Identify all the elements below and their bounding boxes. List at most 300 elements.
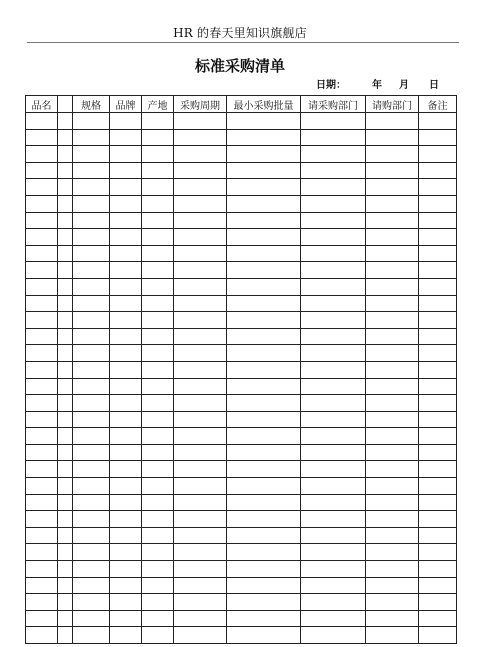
table-cell[interactable] [142,461,174,478]
table-cell[interactable] [301,328,366,345]
table-cell[interactable] [366,195,419,212]
table-cell[interactable] [110,361,142,378]
table-cell[interactable] [73,179,110,196]
table-cell[interactable] [227,179,301,196]
table-cell[interactable] [142,594,174,611]
table-cell[interactable] [227,428,301,445]
table-cell[interactable] [227,113,301,130]
table-cell[interactable] [366,594,419,611]
table-cell[interactable] [58,527,73,544]
table-cell[interactable] [419,594,457,611]
table-cell[interactable] [58,361,73,378]
table-cell[interactable] [110,444,142,461]
table-cell[interactable] [73,511,110,528]
table-cell[interactable] [301,212,366,229]
table-cell[interactable] [227,146,301,163]
table-cell[interactable] [26,444,58,461]
table-cell[interactable] [58,378,73,395]
table-cell[interactable] [174,129,227,146]
table-cell[interactable] [26,561,58,578]
table-cell[interactable] [73,561,110,578]
table-cell[interactable] [227,129,301,146]
table-cell[interactable] [419,395,457,412]
table-cell[interactable] [110,262,142,279]
table-cell[interactable] [58,494,73,511]
table-cell[interactable] [73,361,110,378]
table-cell[interactable] [58,444,73,461]
table-cell[interactable] [419,179,457,196]
table-cell[interactable] [174,378,227,395]
table-cell[interactable] [227,478,301,495]
table-cell[interactable] [110,511,142,528]
table-cell[interactable] [58,129,73,146]
table-cell[interactable] [142,345,174,362]
table-cell[interactable] [174,179,227,196]
table-cell[interactable] [26,610,58,627]
table-cell[interactable] [58,113,73,130]
table-cell[interactable] [26,328,58,345]
table-cell[interactable] [58,544,73,561]
table-cell[interactable] [227,527,301,544]
table-cell[interactable] [419,146,457,163]
table-cell[interactable] [26,627,58,644]
table-cell[interactable] [419,295,457,312]
table-cell[interactable] [73,378,110,395]
table-cell[interactable] [366,378,419,395]
table-cell[interactable] [366,262,419,279]
table-cell[interactable] [73,461,110,478]
table-cell[interactable] [142,544,174,561]
table-cell[interactable] [174,345,227,362]
table-cell[interactable] [26,461,58,478]
table-cell[interactable] [26,411,58,428]
table-cell[interactable] [58,478,73,495]
table-cell[interactable] [142,610,174,627]
table-cell[interactable] [110,527,142,544]
table-cell[interactable] [73,478,110,495]
table-cell[interactable] [110,478,142,495]
table-cell[interactable] [301,461,366,478]
table-cell[interactable] [142,378,174,395]
table-cell[interactable] [174,627,227,644]
table-cell[interactable] [366,229,419,246]
table-cell[interactable] [227,262,301,279]
table-cell[interactable] [174,395,227,412]
table-cell[interactable] [73,328,110,345]
table-cell[interactable] [58,245,73,262]
table-cell[interactable] [58,395,73,412]
table-cell[interactable] [110,627,142,644]
table-cell[interactable] [58,146,73,163]
table-cell[interactable] [174,511,227,528]
table-cell[interactable] [73,113,110,130]
table-cell[interactable] [301,511,366,528]
table-cell[interactable] [73,129,110,146]
table-cell[interactable] [110,312,142,329]
table-cell[interactable] [174,312,227,329]
table-cell[interactable] [174,278,227,295]
table-cell[interactable] [73,262,110,279]
table-cell[interactable] [58,195,73,212]
table-cell[interactable] [419,411,457,428]
table-cell[interactable] [142,195,174,212]
table-cell[interactable] [26,179,58,196]
table-cell[interactable] [227,395,301,412]
table-cell[interactable] [142,229,174,246]
table-cell[interactable] [26,229,58,246]
table-cell[interactable] [26,162,58,179]
table-cell[interactable] [142,527,174,544]
table-cell[interactable] [366,245,419,262]
table-cell[interactable] [73,345,110,362]
table-cell[interactable] [227,361,301,378]
table-cell[interactable] [110,577,142,594]
table-cell[interactable] [301,478,366,495]
table-cell[interactable] [227,444,301,461]
table-cell[interactable] [174,195,227,212]
table-cell[interactable] [419,511,457,528]
table-cell[interactable] [26,113,58,130]
table-cell[interactable] [174,411,227,428]
table-cell[interactable] [301,195,366,212]
table-cell[interactable] [174,494,227,511]
table-cell[interactable] [301,361,366,378]
table-cell[interactable] [366,444,419,461]
table-cell[interactable] [227,561,301,578]
table-cell[interactable] [58,627,73,644]
table-cell[interactable] [227,411,301,428]
table-cell[interactable] [227,494,301,511]
table-cell[interactable] [366,461,419,478]
table-cell[interactable] [301,428,366,445]
table-cell[interactable] [110,113,142,130]
table-cell[interactable] [142,561,174,578]
table-cell[interactable] [366,561,419,578]
table-cell[interactable] [174,461,227,478]
table-cell[interactable] [366,577,419,594]
table-cell[interactable] [366,395,419,412]
table-cell[interactable] [301,179,366,196]
table-cell[interactable] [142,444,174,461]
table-cell[interactable] [58,561,73,578]
table-cell[interactable] [73,444,110,461]
table-cell[interactable] [419,245,457,262]
table-cell[interactable] [26,129,58,146]
table-cell[interactable] [174,262,227,279]
table-cell[interactable] [26,527,58,544]
table-cell[interactable] [142,328,174,345]
table-cell[interactable] [142,494,174,511]
table-cell[interactable] [419,378,457,395]
table-cell[interactable] [110,295,142,312]
table-cell[interactable] [110,544,142,561]
table-cell[interactable] [73,245,110,262]
table-cell[interactable] [227,544,301,561]
table-cell[interactable] [142,511,174,528]
table-cell[interactable] [142,262,174,279]
table-cell[interactable] [26,478,58,495]
table-cell[interactable] [301,395,366,412]
table-cell[interactable] [227,594,301,611]
table-cell[interactable] [110,345,142,362]
table-cell[interactable] [366,511,419,528]
table-cell[interactable] [142,162,174,179]
table-cell[interactable] [419,361,457,378]
table-cell[interactable] [58,162,73,179]
table-cell[interactable] [419,561,457,578]
table-cell[interactable] [366,162,419,179]
table-cell[interactable] [110,328,142,345]
table-cell[interactable] [419,162,457,179]
table-cell[interactable] [419,478,457,495]
table-cell[interactable] [142,179,174,196]
table-cell[interactable] [301,312,366,329]
table-cell[interactable] [301,544,366,561]
table-cell[interactable] [419,494,457,511]
table-cell[interactable] [227,278,301,295]
table-cell[interactable] [26,544,58,561]
table-cell[interactable] [110,494,142,511]
table-cell[interactable] [58,511,73,528]
table-cell[interactable] [73,162,110,179]
table-cell[interactable] [301,113,366,130]
table-cell[interactable] [142,113,174,130]
table-cell[interactable] [142,577,174,594]
table-cell[interactable] [26,295,58,312]
table-cell[interactable] [58,428,73,445]
table-cell[interactable] [227,461,301,478]
table-cell[interactable] [73,212,110,229]
table-cell[interactable] [227,577,301,594]
table-cell[interactable] [366,544,419,561]
table-cell[interactable] [227,345,301,362]
table-cell[interactable] [419,527,457,544]
table-cell[interactable] [366,328,419,345]
table-cell[interactable] [366,113,419,130]
table-cell[interactable] [110,278,142,295]
table-cell[interactable] [227,511,301,528]
table-cell[interactable] [227,212,301,229]
table-cell[interactable] [174,295,227,312]
table-cell[interactable] [174,577,227,594]
table-cell[interactable] [366,295,419,312]
table-cell[interactable] [366,361,419,378]
table-cell[interactable] [419,195,457,212]
table-cell[interactable] [174,428,227,445]
table-cell[interactable] [419,544,457,561]
table-cell[interactable] [142,395,174,412]
table-cell[interactable] [174,146,227,163]
table-cell[interactable] [142,627,174,644]
table-cell[interactable] [366,411,419,428]
table-cell[interactable] [26,146,58,163]
table-cell[interactable] [301,378,366,395]
table-cell[interactable] [301,229,366,246]
table-cell[interactable] [301,594,366,611]
table-cell[interactable] [73,577,110,594]
table-cell[interactable] [174,361,227,378]
table-cell[interactable] [227,328,301,345]
table-cell[interactable] [174,212,227,229]
table-cell[interactable] [73,544,110,561]
table-cell[interactable] [110,610,142,627]
table-cell[interactable] [73,312,110,329]
table-cell[interactable] [142,312,174,329]
table-cell[interactable] [110,395,142,412]
table-cell[interactable] [142,411,174,428]
table-cell[interactable] [301,129,366,146]
table-cell[interactable] [58,212,73,229]
table-cell[interactable] [26,195,58,212]
table-cell[interactable] [110,594,142,611]
table-cell[interactable] [174,229,227,246]
table-cell[interactable] [419,212,457,229]
table-cell[interactable] [110,129,142,146]
table-cell[interactable] [301,494,366,511]
table-cell[interactable] [301,411,366,428]
table-cell[interactable] [301,527,366,544]
table-cell[interactable] [58,179,73,196]
table-cell[interactable] [58,461,73,478]
table-cell[interactable] [73,229,110,246]
table-cell[interactable] [73,594,110,611]
table-cell[interactable] [366,179,419,196]
table-cell[interactable] [58,328,73,345]
table-cell[interactable] [58,610,73,627]
table-cell[interactable] [142,478,174,495]
table-cell[interactable] [110,245,142,262]
table-cell[interactable] [142,278,174,295]
table-cell[interactable] [73,627,110,644]
table-cell[interactable] [174,328,227,345]
table-cell[interactable] [58,345,73,362]
table-cell[interactable] [73,395,110,412]
table-cell[interactable] [58,594,73,611]
table-cell[interactable] [73,494,110,511]
table-cell[interactable] [366,345,419,362]
table-cell[interactable] [419,610,457,627]
table-cell[interactable] [110,561,142,578]
table-cell[interactable] [301,162,366,179]
table-cell[interactable] [142,245,174,262]
table-cell[interactable] [26,361,58,378]
table-cell[interactable] [419,229,457,246]
table-cell[interactable] [227,312,301,329]
table-cell[interactable] [174,561,227,578]
table-cell[interactable] [110,461,142,478]
table-cell[interactable] [26,345,58,362]
table-cell[interactable] [419,113,457,130]
table-cell[interactable] [26,212,58,229]
table-cell[interactable] [26,428,58,445]
table-cell[interactable] [174,245,227,262]
table-cell[interactable] [26,312,58,329]
table-cell[interactable] [227,378,301,395]
table-cell[interactable] [366,494,419,511]
table-cell[interactable] [142,212,174,229]
table-cell[interactable] [419,428,457,445]
table-cell[interactable] [58,411,73,428]
table-cell[interactable] [301,345,366,362]
table-cell[interactable] [301,444,366,461]
table-cell[interactable] [301,627,366,644]
table-cell[interactable] [110,162,142,179]
table-cell[interactable] [73,428,110,445]
table-cell[interactable] [110,146,142,163]
table-cell[interactable] [227,245,301,262]
table-cell[interactable] [110,212,142,229]
table-cell[interactable] [142,295,174,312]
table-cell[interactable] [26,594,58,611]
table-cell[interactable] [142,129,174,146]
table-cell[interactable] [73,278,110,295]
table-cell[interactable] [419,444,457,461]
table-cell[interactable] [174,162,227,179]
table-cell[interactable] [301,577,366,594]
table-cell[interactable] [26,378,58,395]
table-cell[interactable] [174,544,227,561]
table-cell[interactable] [366,428,419,445]
table-cell[interactable] [419,345,457,362]
table-cell[interactable] [366,527,419,544]
table-cell[interactable] [366,312,419,329]
table-cell[interactable] [73,295,110,312]
table-cell[interactable] [301,146,366,163]
table-cell[interactable] [174,478,227,495]
table-cell[interactable] [174,527,227,544]
table-cell[interactable] [301,262,366,279]
table-cell[interactable] [227,195,301,212]
table-cell[interactable] [366,129,419,146]
table-cell[interactable] [227,295,301,312]
table-cell[interactable] [142,146,174,163]
table-cell[interactable] [366,627,419,644]
table-cell[interactable] [419,627,457,644]
table-cell[interactable] [366,212,419,229]
table-cell[interactable] [227,229,301,246]
table-cell[interactable] [419,328,457,345]
table-cell[interactable] [110,428,142,445]
table-cell[interactable] [58,278,73,295]
table-cell[interactable] [26,278,58,295]
table-cell[interactable] [301,561,366,578]
table-cell[interactable] [58,229,73,246]
table-cell[interactable] [142,428,174,445]
table-cell[interactable] [73,146,110,163]
table-cell[interactable] [419,577,457,594]
table-cell[interactable] [174,594,227,611]
table-cell[interactable] [366,146,419,163]
table-cell[interactable] [110,195,142,212]
table-cell[interactable] [419,129,457,146]
table-cell[interactable] [419,312,457,329]
table-cell[interactable] [301,245,366,262]
table-cell[interactable] [58,577,73,594]
table-cell[interactable] [73,610,110,627]
table-cell[interactable] [227,627,301,644]
table-cell[interactable] [301,278,366,295]
table-cell[interactable] [110,229,142,246]
table-cell[interactable] [58,312,73,329]
table-cell[interactable] [58,262,73,279]
table-cell[interactable] [73,411,110,428]
table-cell[interactable] [58,295,73,312]
table-cell[interactable] [73,527,110,544]
table-cell[interactable] [26,395,58,412]
table-cell[interactable] [174,610,227,627]
table-cell[interactable] [174,113,227,130]
table-cell[interactable] [419,278,457,295]
